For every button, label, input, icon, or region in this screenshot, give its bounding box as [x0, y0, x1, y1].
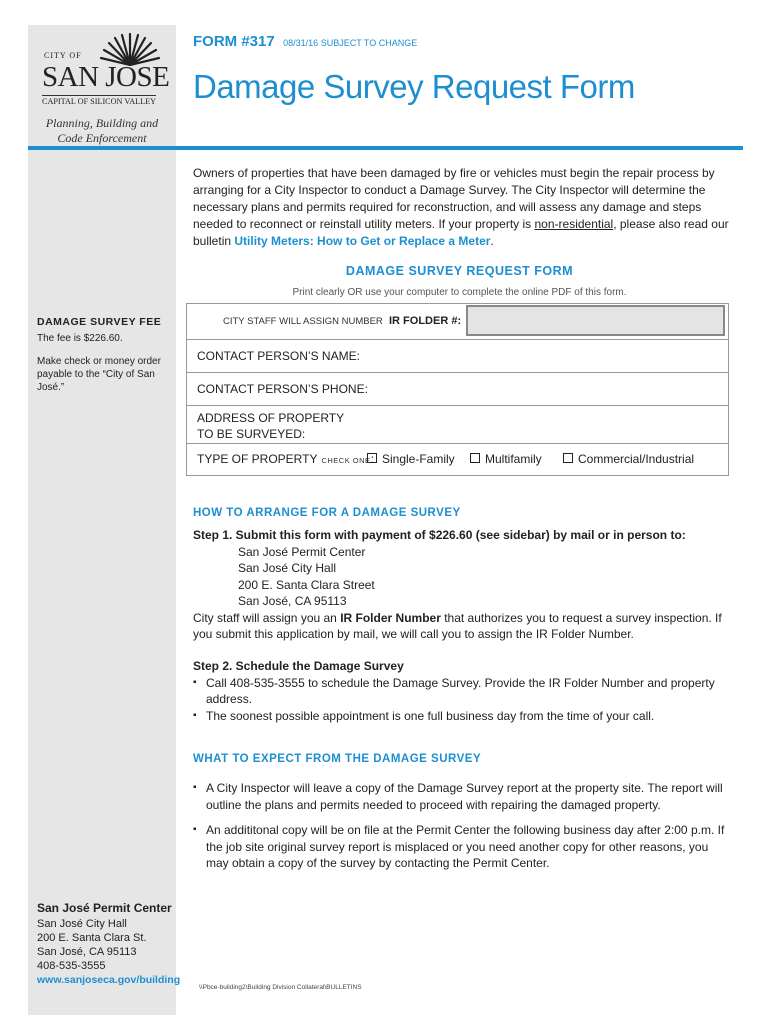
address-label-line-1: ADDRESS OF PROPERTY	[197, 411, 345, 425]
list-item: ▪ An addititonal copy will be on file at the Permit Center the following business day after 2:00 p.m. If the job site original survey report is misplaced or you need another copy for other reasons, you may obtain a copy of the survey by contacting the Permit Center.	[193, 822, 733, 872]
single-family-checkbox[interactable]	[367, 452, 455, 466]
permit-center-phone: 408-535-3555	[37, 960, 106, 972]
intro-paragraph	[193, 165, 733, 250]
permit-center-line-1: San José City Hall	[37, 918, 127, 930]
step-2	[193, 658, 733, 724]
ir-folder-label: IR FOLDER #:	[389, 315, 462, 327]
contact-name-label: CONTACT PERSON’S NAME:	[197, 349, 360, 363]
checkbox-icon	[470, 453, 480, 463]
mailing-address-line-1: San José Permit Center	[238, 544, 366, 559]
step-1-text-end: that authorizes you to request a survey inspection. If you submit this application by mail, we will call you to assign the IR Folder Number.	[193, 610, 722, 641]
form-section-title: DAMAGE SURVEY REQUEST FORM	[345, 264, 574, 278]
department-line-2: Code Enforcement	[57, 131, 147, 145]
fee-payment-instructions: Make check or money order payable to the “City of San José.”	[37, 356, 161, 393]
expect-list-container	[193, 780, 733, 881]
multifamily-checkbox[interactable]	[470, 452, 542, 466]
contact-phone-label: CONTACT PERSON’S PHONE:	[197, 382, 368, 396]
fee-amount: The fee is $226.60.	[37, 333, 123, 344]
logo-tagline: CAPITAL OF SILICON VALLEY	[42, 97, 157, 106]
address-row[interactable]	[187, 406, 728, 444]
intro-text-mid: , please also read our bulletin	[193, 217, 729, 248]
permit-center-website-link[interactable]: www.sanjoseca.gov/building	[37, 974, 181, 986]
list-item: ▪ Call 408-535-3555 to schedule the Damage Survey. Provide the IR Folder Number and property address.	[193, 675, 733, 708]
intro-text-start: Owners of properties that have been damaged by fire or vehicles must begin the repair process by arranging for a City Inspector to conduct a Damage Survey. The City Inspector will determine the necessary plans and permits required for reconstruction, and will assess any damage and steps needed to reconnect or reinstall utility meters. If your property is	[193, 166, 715, 231]
arrange-section-title: HOW TO ARRANGE FOR A DAMAGE SURVEY	[193, 507, 461, 519]
step-1-text	[193, 610, 733, 643]
permit-center-line-2: 200 E. Santa Clara St.	[37, 932, 147, 944]
permit-center-title: San José Permit Center	[37, 901, 172, 915]
expect-list	[193, 780, 733, 872]
fee-info	[37, 316, 172, 394]
intro-underlined: non-residential	[534, 217, 614, 231]
header-divider	[28, 146, 743, 150]
mailing-address-line-2: San José City Hall	[238, 561, 337, 575]
page-title: Damage Survey Request Form	[193, 68, 635, 105]
form-date: 08/31/16 SUBJECT TO CHANGE	[283, 38, 418, 48]
department-name	[28, 116, 176, 146]
mailing-address-line-4: San José, CA 95113	[238, 594, 347, 608]
step-2-list	[193, 675, 733, 725]
logo-city-name: SAN JOSE	[42, 61, 170, 93]
utility-meters-bulletin-link[interactable]: Utility Meters: How to Get or Replace a Meter	[234, 234, 491, 248]
check-one-colon: :	[370, 452, 374, 466]
list-item: ▪ The soonest possible appointment is one full business day from the time of your call.	[193, 708, 733, 725]
sidebar	[28, 25, 181, 1015]
ir-folder-field[interactable]	[466, 305, 725, 336]
city-logo	[38, 32, 170, 108]
fee-title: DAMAGE SURVEY FEE	[37, 316, 162, 328]
logo-city-of: CITY OF	[44, 51, 82, 60]
checkbox-icon	[563, 453, 573, 463]
step-1-text-start: City staff will assign you an	[193, 610, 341, 625]
intro-text-end: .	[490, 234, 494, 248]
property-type-text: TYPE OF PROPERTY	[197, 452, 318, 466]
staff-assign-note: CITY STAFF WILL ASSIGN NUMBER	[223, 316, 383, 327]
commercial-industrial-checkbox[interactable]	[563, 452, 694, 466]
step-1-title: Step 1. Submit this form with payment of $226.60 (see sidebar) by mail or in person to:	[193, 528, 686, 542]
multifamily-label: Multifamily	[485, 452, 542, 466]
contact-phone-row[interactable]	[187, 373, 728, 406]
expect-section-title: WHAT TO EXPECT FROM THE DAMAGE SURVEY	[193, 753, 482, 765]
form-header	[193, 33, 417, 51]
commercial-industrial-label: Commercial/Industrial	[578, 452, 695, 466]
step-1	[193, 527, 733, 643]
contact-name-row[interactable]	[187, 340, 728, 373]
check-one-hint: CHECK ONE	[321, 456, 371, 465]
step-1-bold: IR Folder Number	[340, 610, 441, 625]
single-family-label: Single-Family	[382, 452, 455, 466]
address-label-line-2: TO BE SURVEYED:	[197, 427, 306, 441]
property-type-row	[187, 444, 728, 475]
department-line-1: Planning, Building and	[45, 116, 159, 130]
list-item: ▪ A City Inspector will leave a copy of the Damage Survey report at the property site. The report will outline the plans and permits needed to proceed with repairing the damaged property.	[193, 780, 733, 813]
form-number: FORM #317	[193, 33, 275, 50]
permit-center-info	[37, 901, 181, 987]
address-label	[197, 410, 344, 442]
mailing-address-line-3: 200 E. Santa Clara Street	[238, 577, 375, 592]
permit-center-line-3: San José, CA 95113	[37, 946, 137, 958]
ir-folder-row	[187, 304, 728, 340]
property-type-label	[197, 452, 374, 466]
request-form-table	[186, 303, 729, 476]
print-note: Print clearly OR use your computer to complete the online PDF of this form.	[292, 287, 627, 298]
footer-file-path: \\Pbce-building2\Building Division Collateral\BULLETINS	[199, 984, 362, 991]
checkbox-icon	[367, 453, 377, 463]
step-2-title: Step 2. Schedule the Damage Survey	[193, 659, 404, 673]
